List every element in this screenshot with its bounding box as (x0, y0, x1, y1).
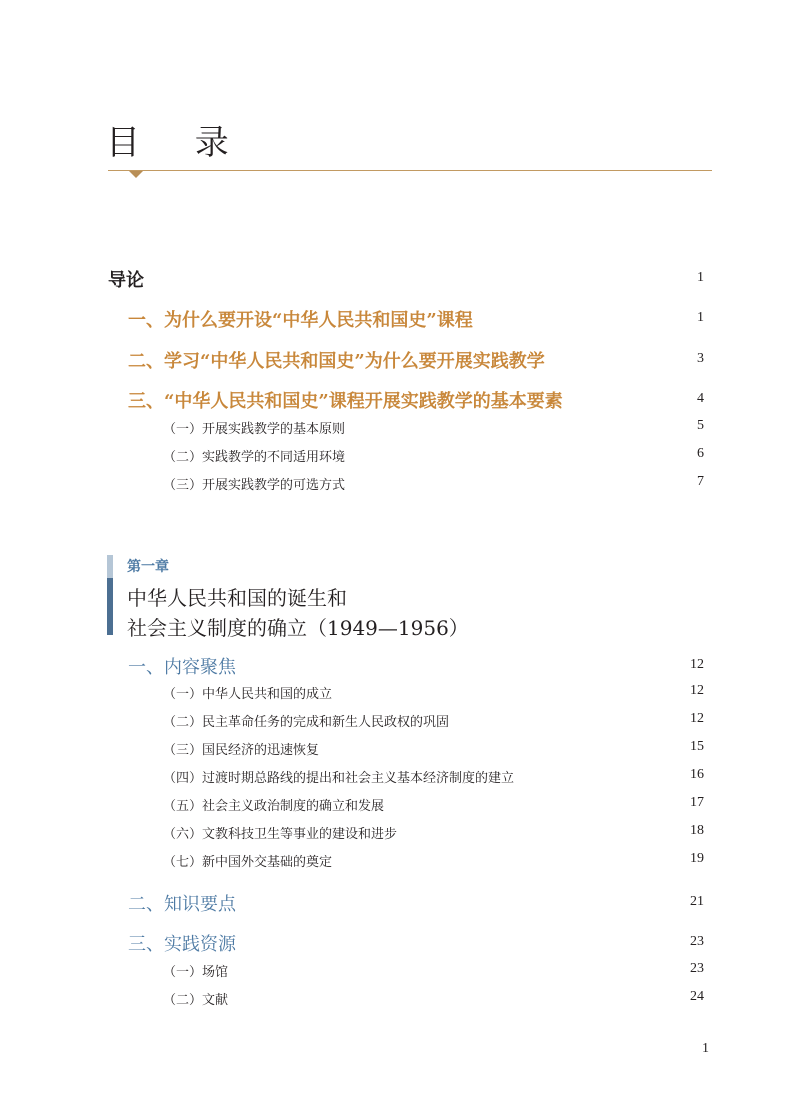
toc-page: 18 (690, 823, 704, 838)
toc-label: （四）过渡时期总路线的提出和社会主义基本经济制度的建立 (163, 771, 515, 786)
toc-page: 1 (697, 270, 704, 285)
toc-label: （三）开展实践教学的可选方式 (163, 478, 346, 493)
toc-page: 23 (690, 961, 704, 976)
toc-label: （七）新中国外交基础的奠定 (163, 855, 333, 870)
toc-page: 5 (697, 418, 704, 433)
title-divider (108, 170, 712, 171)
toc-page: 12 (690, 657, 704, 672)
chapter-label: 第一章 (127, 559, 169, 575)
toc-page: 16 (690, 767, 704, 782)
toc-label: （六）文教科技卫生等事业的建设和进步 (163, 827, 398, 842)
toc-label: 一、内容聚焦 (128, 657, 236, 678)
toc-label: （二）实践教学的不同适用环境 (163, 450, 346, 465)
toc-label: （一）开展实践教学的基本原则 (163, 422, 346, 437)
title-divider-marker (129, 171, 143, 178)
page-number: 1 (702, 1041, 709, 1056)
toc-page: 15 (690, 739, 704, 754)
toc-page: 6 (697, 446, 704, 461)
toc-label: （三）国民经济的迅速恢复 (163, 743, 320, 758)
chapter-bar (107, 578, 113, 635)
toc-label: （五）社会主义政治制度的确立和发展 (163, 799, 385, 814)
toc-page: 24 (690, 989, 704, 1004)
toc-label: 导论 (108, 270, 144, 291)
toc-page: 19 (690, 851, 704, 866)
toc-page: 1 (697, 310, 704, 325)
toc-page: 7 (697, 474, 704, 489)
toc-label: （二）民主革命任务的完成和新生人民政权的巩固 (163, 715, 450, 730)
toc-label: （二）文献 (163, 993, 229, 1008)
toc-page: 17 (690, 795, 704, 810)
toc-page: 3 (697, 351, 704, 366)
page-title: 目 录 (106, 123, 251, 163)
toc-label: （一）中华人民共和国的成立 (163, 687, 333, 702)
chapter-title-line2: 社会主义制度的确立（1949—1956） (127, 616, 469, 640)
toc-page: 12 (690, 711, 704, 726)
toc-label: 三、实践资源 (128, 934, 236, 955)
toc-label: 二、知识要点 (128, 894, 236, 915)
toc-page: 4 (697, 391, 704, 406)
toc-page: 23 (690, 934, 704, 949)
chapter-title-line1: 中华人民共和国的诞生和 (127, 586, 347, 610)
toc-label: （一）场馆 (163, 965, 229, 980)
toc-label: 三、“中华人民共和国史”课程开展实践教学的基本要素 (128, 391, 563, 412)
toc-page: 12 (690, 683, 704, 698)
chapter-bar-accent (107, 555, 113, 578)
toc-label: 二、学习“中华人民共和国史”为什么要开展实践教学 (128, 351, 545, 372)
toc-page: 21 (690, 894, 704, 909)
toc-label: 一、为什么要开设“中华人民共和国史”课程 (128, 310, 473, 331)
